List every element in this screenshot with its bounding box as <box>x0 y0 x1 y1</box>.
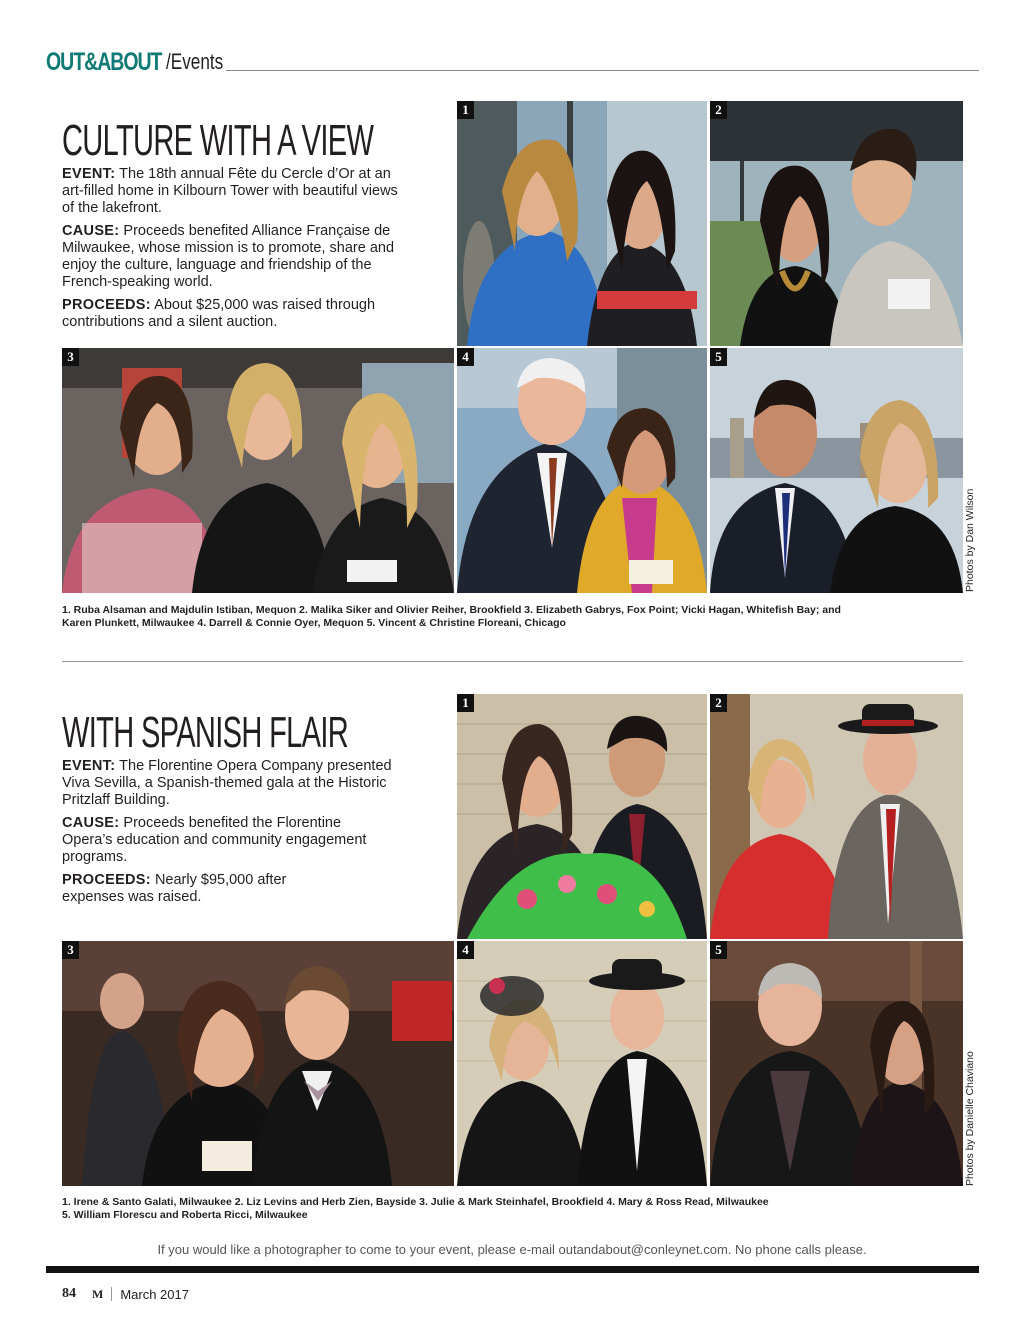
cause-text: Proceeds benefited Alliance Française de Milwaukee, whose mission is to promote, share and enjoy the culture, language and friendship of the French-speaking world. <box>62 223 395 290</box>
folio-divider <box>111 1287 112 1301</box>
story2-cause <box>62 815 392 866</box>
photo-number: 1 <box>457 694 474 712</box>
caption-line: 1. Ruba Alsaman and Majdulin Istiban, Mequon 2. Malika Siker and Olivier Reiher, Brookfield 3. Elizabeth Gabrys, Fox Point; Vicki Hagan, Whitefish Bay; and <box>62 604 841 616</box>
cause-label: CAUSE: <box>62 815 120 831</box>
caption-line: Karen Plunkett, Milwaukee 4. Darrell & Connie Oyer, Mequon 5. Vincent & Christine Floreani, Chicago <box>62 617 566 629</box>
page-folio <box>62 1286 189 1302</box>
story1-headline: CULTURE WITH A VIEW <box>62 116 374 165</box>
photo-number: 3 <box>62 348 79 366</box>
photo-number: 5 <box>710 348 727 366</box>
story-divider <box>62 661 963 662</box>
story1-proceeds <box>62 297 407 331</box>
story2-photo-4 <box>457 941 707 1186</box>
story1-photo-credit: Photos by Dan Wilson <box>964 488 976 592</box>
section-subtitle: /Events <box>166 49 224 74</box>
photo-number: 3 <box>62 941 79 959</box>
story2-text <box>62 710 407 912</box>
event-text: The 18th annual Fête du Cercle d’Or at an art-filled home in Kilbourn Tower with beautiful views of the lakefront. <box>62 166 398 216</box>
story1-caption <box>62 604 962 630</box>
caption-line: 1. Irene & Santo Galati, Milwaukee 2. Liz Levins and Herb Zien, Bayside 3. Julie & Mark Steinhafel, Brookfield 4. Mary & Ross Read, Milwaukee <box>62 1196 769 1208</box>
story2-photo-2 <box>710 694 963 939</box>
page-number: 84 <box>62 1286 76 1301</box>
photo-number: 5 <box>710 941 727 959</box>
photo-number: 2 <box>710 694 727 712</box>
cause-text: Proceeds benefited the Florentine Opera’s education and community engagement programs. <box>62 815 367 865</box>
story1-photo-5 <box>710 348 963 593</box>
story2-event <box>62 758 392 809</box>
story2-photo-credit: Photos by Danielle Chaviano <box>964 1051 976 1186</box>
story2-caption <box>62 1196 962 1222</box>
photo-number: 1 <box>457 101 474 119</box>
story1-text <box>62 118 407 337</box>
photographer-request-note: If you would like a photographer to come to your event, please e-mail outandabout@conleynet.com. No phone calls please. <box>157 1242 867 1257</box>
event-text: The Florentine Opera Company presented Viva Sevilla, a Spanish-themed gala at the Historic Pritzlaff Building. <box>62 758 392 808</box>
proceeds-text: Nearly $95,000 after expenses was raised. <box>62 872 287 905</box>
story1-cause <box>62 223 407 291</box>
story2-photo-3 <box>62 941 454 1186</box>
section-brand: OUT&ABOUT <box>46 48 162 76</box>
photo-number: 4 <box>457 941 474 959</box>
story2-headline: WITH SPANISH FLAIR <box>62 708 349 757</box>
caption-line: 5. William Florescu and Roberta Ricci, Milwaukee <box>62 1209 308 1221</box>
story2-photo-1 <box>457 694 707 939</box>
photo-number: 2 <box>710 101 727 119</box>
cause-label: CAUSE: <box>62 223 120 239</box>
story2-proceeds <box>62 872 347 906</box>
story1-photo-1 <box>457 101 707 346</box>
header-rule <box>226 70 979 71</box>
photo-number: 4 <box>457 348 474 366</box>
event-label: EVENT: <box>62 166 116 182</box>
event-label: EVENT: <box>62 758 116 774</box>
story1-photo-4 <box>457 348 707 593</box>
story1-photo-3 <box>62 348 454 593</box>
story1-event <box>62 166 407 217</box>
story2-photo-5 <box>710 941 963 1186</box>
proceeds-label: PROCEEDS: <box>62 297 151 313</box>
story1-body <box>62 166 407 331</box>
footer-rule <box>46 1266 979 1273</box>
magazine-logo: M <box>92 1286 104 1301</box>
story1-photo-2 <box>710 101 963 346</box>
section-header <box>46 46 239 76</box>
proceeds-text: About $25,000 was raised through contributions and a silent auction. <box>62 297 376 330</box>
proceeds-label: PROCEEDS: <box>62 872 151 888</box>
story2-body <box>62 758 392 906</box>
issue-date: March 2017 <box>120 1286 189 1302</box>
